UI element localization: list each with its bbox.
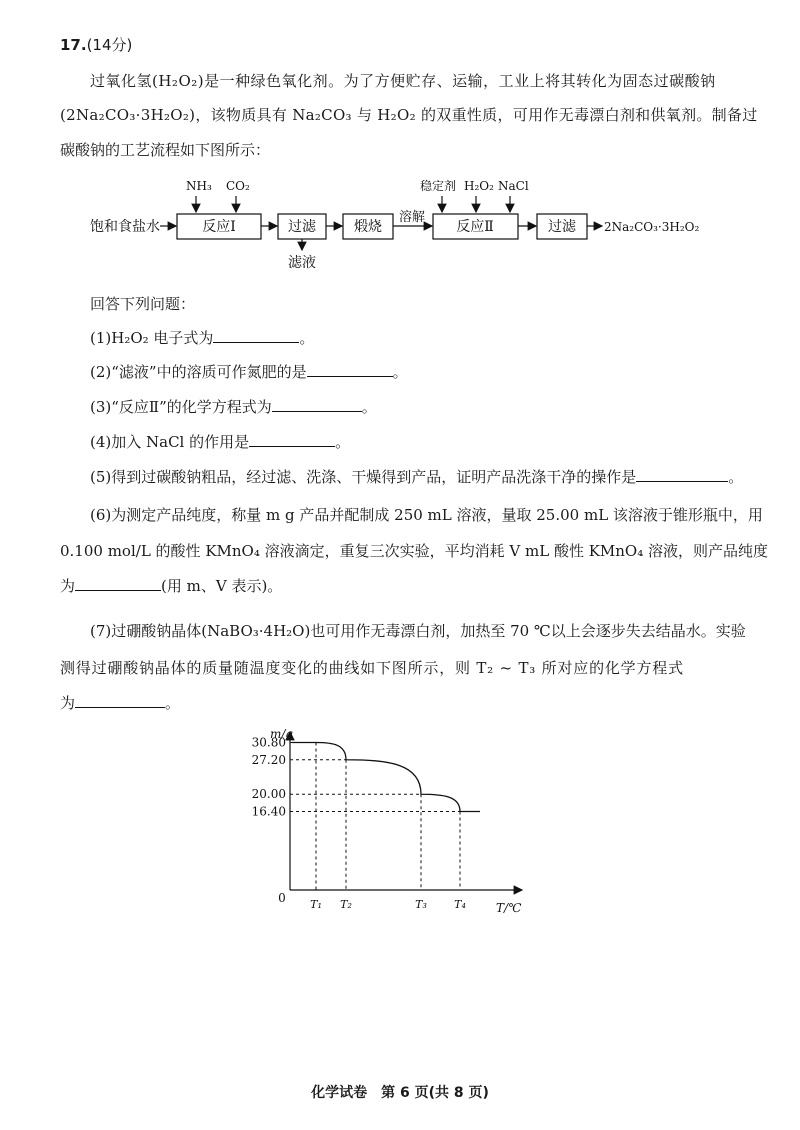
item-q7-line-1: (7)过硼酸钠晶体(NaBO₃·4H₂O)也可用作无毒漂白剂，加热至 70 ℃以上会逐步失去结晶水。实验	[90, 622, 746, 640]
item-q3: (3)“反应Ⅱ”的化学方程式为 。	[90, 398, 377, 416]
item-q6-line-1: (6)为测定产品纯度，称量 m g 产品并配制成 250 mL 溶液，量取 25.00 mL 该溶液于锥形瓶中，用	[90, 506, 763, 524]
flow-dissolve: 溶解	[398, 210, 426, 225]
answer-prompt: 回答下列问题：	[90, 295, 196, 313]
answer-blank-q1	[213, 342, 299, 343]
question-number: 17.	[60, 36, 87, 54]
x-tick-label: T₄	[454, 898, 466, 911]
y-axis-label: m/g	[270, 727, 294, 741]
y-tick-label: 30.80	[251, 735, 286, 750]
item-q7-line-2: 测得过硼酸钠晶体的质量随温度变化的曲线如下图所示，则 T₂ ~ T₃ 所对应的化学方程式	[60, 659, 684, 677]
intro-line-2: (2Na₂CO₃·3H₂O₂)，该物质具有 Na₂CO₃ 与 H₂O₂ 的双重性质，可用作无毒漂白剂和供氧剂。制备过	[60, 106, 758, 124]
item-q5: (5)得到过碳酸钠粗品，经过滤、洗涤、干燥得到产品，证明产品洗涤干净的操作是 。	[90, 468, 744, 486]
item-q4: (4)加入 NaCl 的作用是 。	[90, 433, 351, 451]
item-q7-line-3: 为 。	[60, 694, 181, 712]
flow-box-calcine-label: 煅烧	[354, 219, 382, 235]
mass-curve	[292, 743, 480, 812]
flow-input-co2: CO₂	[226, 179, 250, 193]
flow-box-reaction-2-label: 反应Ⅱ	[456, 219, 494, 235]
mass-temperature-chart	[250, 720, 540, 920]
question-score: (14分)	[86, 36, 133, 54]
answer-blank-q4	[249, 446, 335, 447]
answer-blank-q7	[75, 707, 165, 708]
flow-input-nh3: NH₃	[186, 179, 212, 193]
flow-start: 饱和食盐水	[90, 219, 160, 235]
y-tick-label: 27.20	[251, 752, 286, 767]
answer-blank-q3	[272, 411, 362, 412]
intro-line-1: 过氧化氢(H₂O₂)是一种绿色氧化剂。为了方便贮存、运输，工业上将其转化为固态过碳酸钠	[90, 72, 716, 90]
origin-label: 0	[278, 891, 286, 905]
y-tick-label: 20.00	[251, 787, 286, 802]
item-q1: (1)H₂O₂ 电子式为 。	[90, 329, 315, 347]
flow-box-filter-2-label: 过滤	[548, 219, 576, 235]
flow-product: 2Na₂CO₃·3H₂O₂	[604, 220, 700, 234]
intro-line-3: 碳酸钠的工艺流程如下图所示：	[60, 141, 271, 159]
page-footer: 化学试卷 第 6 页(共 8 页)	[311, 1085, 489, 1101]
answer-blank-q2	[307, 376, 393, 377]
x-tick-label: T₃	[415, 898, 427, 911]
flow-box-filter-1-label: 过滤	[288, 219, 316, 235]
x-tick-label: T₂	[340, 898, 352, 911]
answer-blank-q5	[636, 481, 728, 482]
y-tick-label: 16.40	[251, 804, 286, 819]
process-flow-diagram	[80, 170, 730, 280]
x-axis-label: T/℃	[496, 901, 522, 915]
item-q6-line-2: 0.100 mol/L 的酸性 KMnO₄ 溶液滴定，重复三次实验，平均消耗 V mL 酸性 KMnO₄ 溶液，则产品纯度	[60, 542, 769, 560]
flow-input-stabilizer: 稳定剂	[420, 179, 457, 193]
x-tick-label: T₁	[310, 898, 322, 911]
item-q2: (2)“滤液”中的溶质可作氮肥的是 。	[90, 363, 408, 381]
answer-blank-q6	[75, 590, 161, 591]
flow-input-h2o2: H₂O₂	[464, 179, 494, 193]
question-header	[60, 34, 132, 55]
flow-filtrate: 滤液	[288, 255, 316, 271]
flow-box-reaction-1-label: 反应Ⅰ	[202, 219, 236, 235]
item-q6-line-3: 为 (用 m、V 表示)。	[60, 577, 283, 595]
flow-input-nacl: NaCl	[498, 179, 529, 193]
